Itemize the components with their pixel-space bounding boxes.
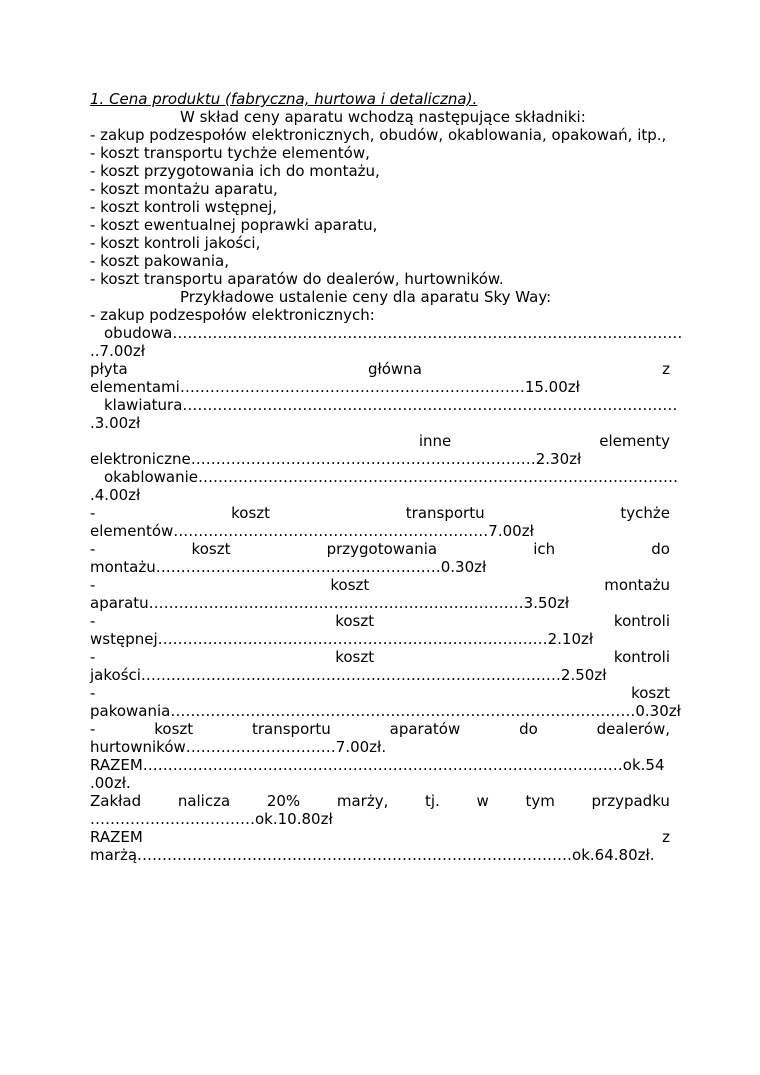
- word: RAZEM: [90, 828, 143, 846]
- margin-value: ……………………………ok.10.80zł: [90, 810, 333, 828]
- word: koszt: [191, 540, 231, 558]
- word: kontroli: [613, 612, 670, 630]
- cost-line-montazu: [90, 576, 670, 594]
- component-item: - koszt transportu tychże elementów,: [90, 144, 370, 162]
- word: -: [90, 684, 96, 702]
- word: inne: [418, 432, 452, 450]
- cost-value-wstepnej: wstępnej……………………………………………………………………2.10zł: [90, 630, 594, 648]
- word: nalicza: [177, 792, 231, 810]
- component-item: - koszt kontroli wstępnej,: [90, 198, 278, 216]
- total-value: .00zł.: [90, 774, 131, 792]
- word: tj.: [425, 792, 440, 810]
- cost-line-przygotowania: [90, 540, 670, 558]
- word: koszt: [231, 504, 271, 522]
- cost-line-jakosci: [90, 648, 670, 666]
- word: koszt: [631, 684, 670, 702]
- word: koszt: [335, 648, 375, 666]
- component-item: - koszt przygotowania ich do montażu,: [90, 162, 380, 180]
- word: montażu: [604, 576, 670, 594]
- word: z: [662, 360, 670, 378]
- word: z: [662, 828, 670, 846]
- section-heading: 1. Cena produktu (fabryczna, hurtowa i detaliczna).: [90, 90, 478, 108]
- cost-line-okablowanie: okablowanie……………………………………………………………………………………: [104, 468, 679, 486]
- total-line: RAZEM……………………………………………………………………………………ok.54: [90, 756, 665, 774]
- components-list: [90, 126, 670, 288]
- intro-line: W skład ceny aparatu wchodzą następujące składniki:: [180, 108, 586, 126]
- word: transportu: [405, 504, 485, 522]
- example-intro-line: Przykładowe ustalenie ceny dla aparatu Sky Way:: [180, 288, 552, 306]
- cost-line-wstepnej: [90, 612, 670, 630]
- cost-line-klawiatura: klawiatura………………………………………………………………………………………: [104, 396, 678, 414]
- cost-value-klawiatura: .3.00zł: [90, 414, 141, 432]
- word: 20%: [266, 792, 301, 810]
- word: -: [90, 648, 96, 666]
- word: -: [90, 540, 96, 558]
- word: w: [476, 792, 489, 810]
- cost-value-okablowanie: .4.00zł: [90, 486, 141, 504]
- cost-line-inne: [90, 432, 670, 450]
- word: płyta: [90, 360, 128, 378]
- cost-line-pakowania: [90, 684, 670, 702]
- word: koszt: [335, 612, 375, 630]
- word: -: [90, 612, 96, 630]
- word: aparatów: [389, 720, 461, 738]
- component-item: - koszt transportu aparatów do dealerów, hurtowników.: [90, 270, 504, 288]
- component-item: - koszt ewentualnej poprawki aparatu,: [90, 216, 378, 234]
- word: koszt: [330, 576, 370, 594]
- margin-line: [90, 792, 670, 810]
- word: dealerów,: [596, 720, 670, 738]
- cost-value-dealerow: hurtowników…………………………7.00zł.: [90, 738, 387, 756]
- total-with-margin-value: marżą……………………………………………………………………………ok.64.80zł.: [90, 846, 655, 864]
- cost-value-montazu: aparatu…………………………………………………………………3.50zł: [90, 594, 570, 612]
- total-with-margin-line: [90, 828, 670, 846]
- component-item: - koszt montażu aparatu,: [90, 180, 278, 198]
- word: główna: [367, 360, 422, 378]
- cost-value-obudowa: ..7.00zł: [90, 342, 146, 360]
- word: tym: [525, 792, 555, 810]
- word: transportu: [251, 720, 331, 738]
- word: tychże: [620, 504, 670, 522]
- cost-value-plyta: elementami……………………………………………………………15.00zł: [90, 378, 580, 396]
- word: do: [651, 540, 670, 558]
- component-item: - koszt kontroli jakości,: [90, 234, 261, 252]
- document-page: [90, 90, 683, 864]
- word: -: [90, 576, 96, 594]
- word: kontroli: [613, 648, 670, 666]
- cost-line-dealerow: [90, 720, 670, 738]
- word: przygotowania: [326, 540, 438, 558]
- word: -: [90, 720, 96, 738]
- word: marży,: [336, 792, 389, 810]
- word: przypadku: [591, 792, 670, 810]
- word: koszt: [154, 720, 194, 738]
- word: -: [90, 504, 96, 522]
- cost-line-transport: [90, 504, 670, 522]
- component-item: - zakup podzespołów elektronicznych, obudów, okablowania, opakowań, itp.,: [90, 126, 667, 144]
- word: ich: [533, 540, 556, 558]
- cost-value-przygotowania: montażu…………………………………………………0.30zł: [90, 558, 487, 576]
- cost-line-plyta: [90, 360, 670, 378]
- word: Zakład: [90, 792, 142, 810]
- cost-value-transport: elementów………………………………………………………7.00zł: [90, 522, 534, 540]
- component-item: - koszt pakowania,: [90, 252, 229, 270]
- cost-line-obudowa: obudowa…………………………………………………………………………………………: [104, 324, 683, 342]
- word: do: [519, 720, 538, 738]
- cost-value-pakowania: pakowania…………………………………………………………………………………0.30zł: [90, 702, 681, 720]
- purchase-label: - zakup podzespołów elektronicznych:: [90, 306, 375, 324]
- cost-value-inne: elektroniczne……………………………………………………………2.30zł: [90, 450, 582, 468]
- cost-breakdown: [90, 324, 683, 864]
- word: elementy: [599, 432, 670, 450]
- cost-value-jakosci: jakości…………………………………………………………………………2.50zł: [90, 666, 607, 684]
